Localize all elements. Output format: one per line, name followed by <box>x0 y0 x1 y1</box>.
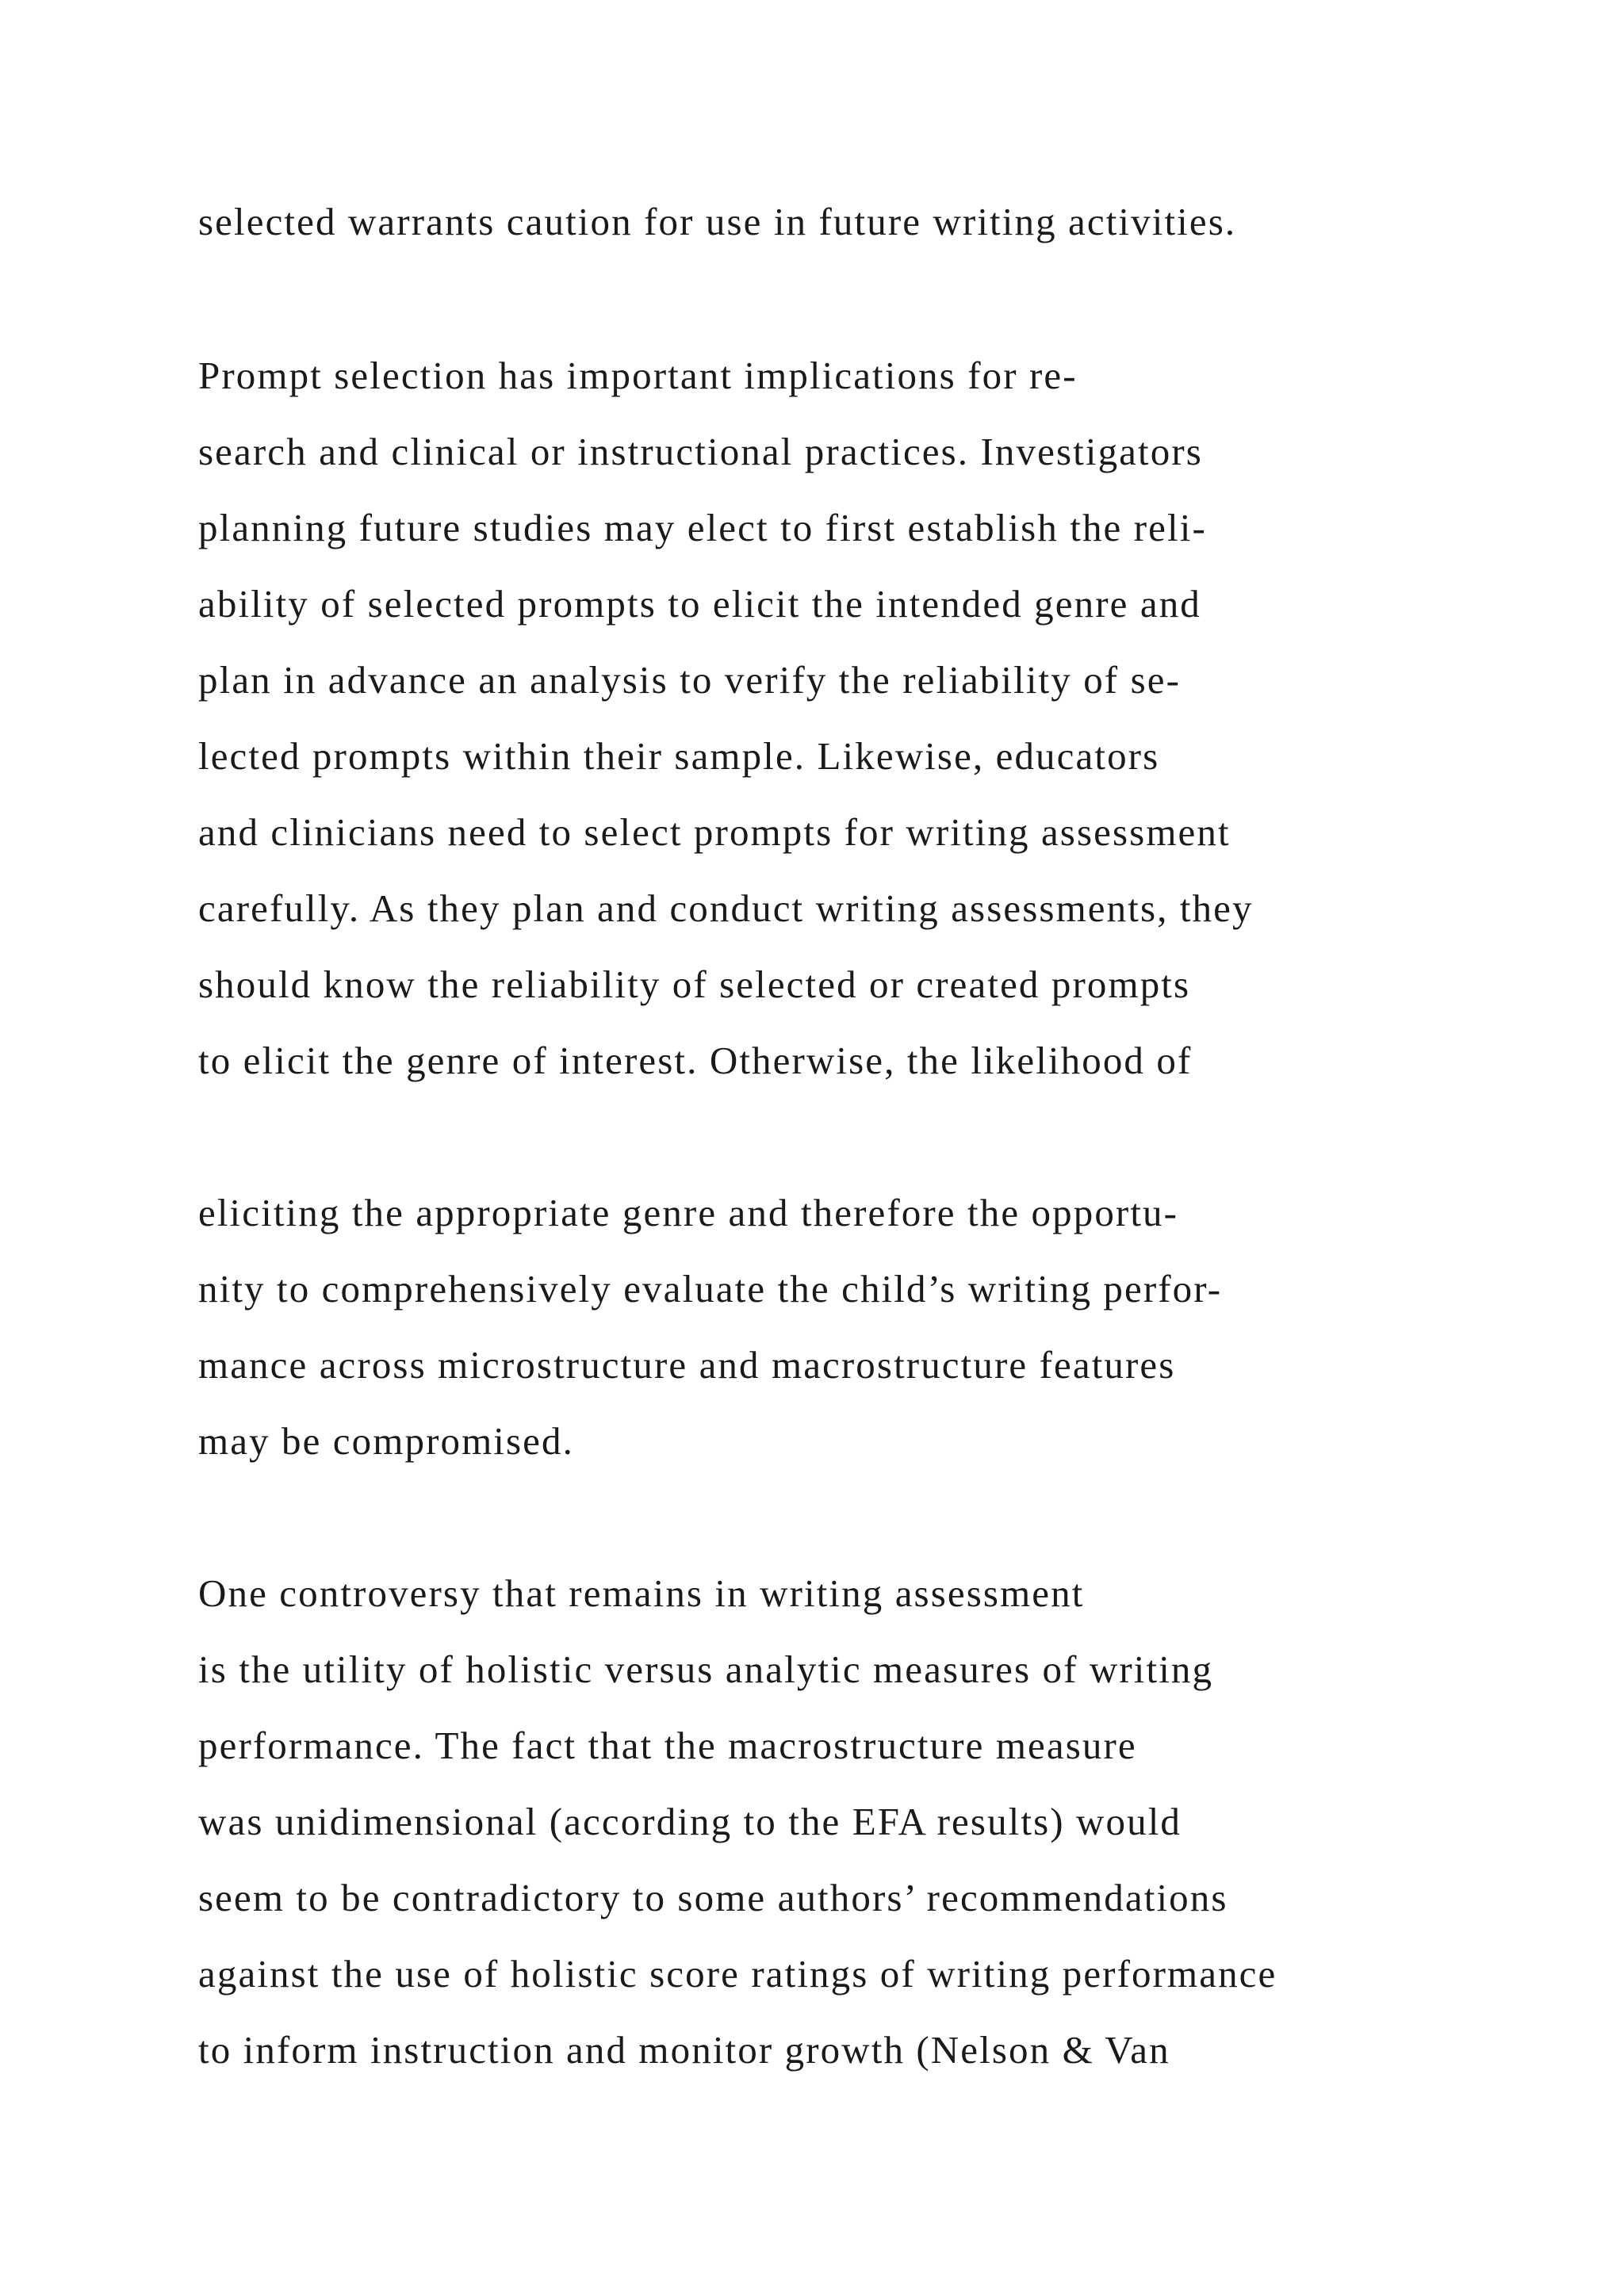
text-line: planning future studies may elect to first establish the reli- <box>198 506 1207 549</box>
text-line: to inform instruction and monitor growth (Nelson & Van <box>198 2028 1170 2072</box>
text-line: may be compromised. <box>198 1419 574 1463</box>
text-line: was unidimensional (according to the EFA results) would <box>198 1800 1182 1843</box>
text-line: and clinicians need to select prompts for writing assessment <box>198 810 1231 854</box>
text-line: Prompt selection has important implications for re- <box>198 354 1078 397</box>
text-line: should know the reliability of selected or created prompts <box>198 962 1191 1006</box>
text-line: is the utility of holistic versus analytic measures of writing <box>198 1647 1214 1691</box>
text-line: ability of selected prompts to elicit the intended genre and <box>198 582 1201 626</box>
text-line: plan in advance an analysis to verify the reliability of se- <box>198 658 1182 702</box>
text-line: against the use of holistic score ratings of writing performance <box>198 1952 1277 1996</box>
text-line: performance. The fact that the macrostructure measure <box>198 1724 1137 1767</box>
text-line: search and clinical or instructional practices. Investigators <box>198 430 1203 473</box>
text-line: carefully. As they plan and conduct writing assessments, they <box>198 886 1254 930</box>
text-line: seem to be contradictory to some authors’ recommendations <box>198 1876 1228 1919</box>
text-line: nity to comprehensively evaluate the child’s writing perfor- <box>198 1267 1223 1311</box>
text-line: eliciting the appropriate genre and therefore the opportu- <box>198 1191 1179 1234</box>
text-line: mance across microstructure and macrostructure features <box>198 1343 1176 1387</box>
text-line: lected prompts within their sample. Likewise, educators <box>198 734 1160 778</box>
text-line: to elicit the genre of interest. Otherwise, the likelihood of <box>198 1039 1193 1082</box>
text-line: One controversy that remains in writing assessment <box>198 1571 1085 1615</box>
text-line: selected warrants caution for use in future writing activities. <box>198 200 1237 243</box>
